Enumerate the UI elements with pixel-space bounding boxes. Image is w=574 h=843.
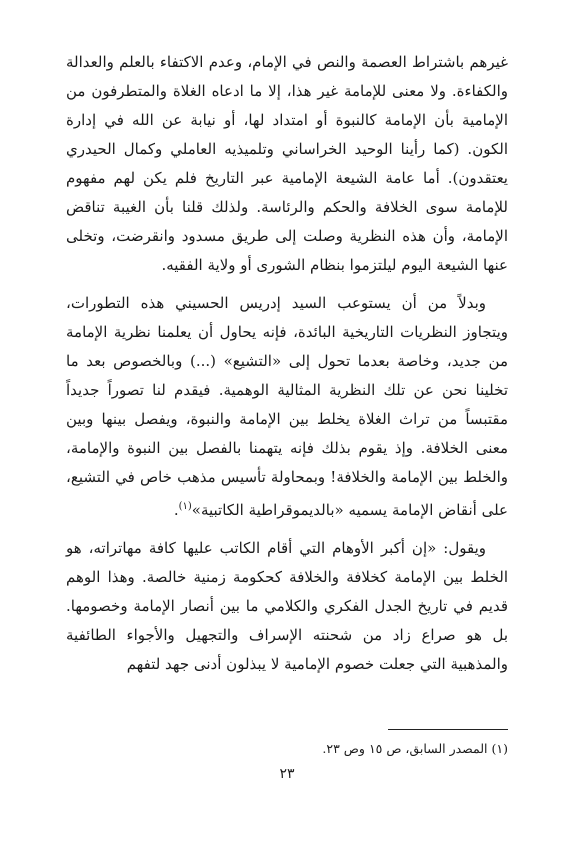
footnote-divider <box>388 729 508 730</box>
paragraph-2: وبدلاً من أن يستوعب السيد إدريس الحسيني هذه التطورات، ويتجاوز النظريات التاريخية البائدة، فإنه يحاول أن يعلمنا نظرية الإمامة من جديد، وخاصة بعدما تحول إلى «التشيع» (...) وبالخصوص بعد ما تخلينا نحن عن تلك النظرية المثالية الوهمية. فيقدم لنا تصوراً جديداً مقتبساً من تراث الغلاة يخلط بين الإمامة والنبوة، ويفصل بينها وبين معنى الخلافة. وإذ يقوم بذلك فإنه يتهمنا بالفصل بين النبوة والإمامة، والخلط بين الإمامة والخلافة! وبمحاولة تأسيس مذهب خاص في التشيع، على أنقاض الإمامة يسميه «بالديموقراطية الكاتبية»$^{(١)}$. <box>66 294 508 519</box>
paragraph-3 <box>66 534 508 679</box>
body-text <box>66 48 508 688</box>
footnote-reference[interactable]: (١) <box>178 501 192 512</box>
paragraph-3-text: ويقول: «إن أكبر الأوهام التي أقام الكاتب عليها كافة مهاتراته، هو الخلط بين الإمامة كخلافة والخلافة كحكومة زمنية خالصة. وهذا الوهم قديم في تاريخ الجدل الفكري والكلامي ما بين أنصار الإمامة وخصومها. بل هو صراع زاد من شحنته الإسراف والتجهيل والأجواء الطائفية والمذهبية التي جعلت خصوم الإمامية لا يبذلون أدنى جهد لتفهم <box>66 539 508 673</box>
page-number: ٢٣ <box>279 766 295 782</box>
paragraph-1-text: غيرهم باشتراط العصمة والنص في الإمام، وعدم الاكتفاء بالعلم والعدالة والكفاءة. ولا معنى للإمامة غير هذا، إلا ما ادعاه الغلاة والمتطرفون من الإمامية بأن الإمامة كالنبوة أو امتداد لها، أو نيابة عن الله في إدارة الكون. (كما رأينا الوحيد الخراساني وتلميذيه العاملي وكمال الحيدري يعتقدون). أما عامة الشيعة الإمامية عبر التاريخ فلم يكن لهم مفهوم للإمامة سوى الخلافة والحكم والرئاسة. ولذلك قلنا بأن الغيبة تناقض الإمامة، وأن هذه النظرية وصلت إلى طريق مسدود وانقرضت، وتخلى عنها الشيعة اليوم ليلتزموا بنظام الشورى أو ولاية الفقيه. <box>66 53 508 274</box>
paragraph-2-text: وبدلاً من أن يستوعب السيد إدريس الحسيني هذه التطورات، ويتجاوز النظريات التاريخية البائدة، فإنه يحاول أن يعلمنا نظرية الإمامة من جديد، وخاصة بعدما تحول إلى «التشيع» (...) وبالخصوص بعد ما تخلينا نحن عن تلك النظرية المثالية الوهمية. فيقدم لنا تصوراً جديداً مقتبساً من تراث الغلاة يخلط بين الإمامة والنبوة، ويفصل بينها وبين معنى الخلافة. وإذ يقوم بذلك فإنه يتهمنا بالفصل بين النبوة والإمامة، والخلط بين الإمامة والخلافة! وبمحاولة تأسيس مذهب خاص في التشيع، على أنقاض الإمامة يسميه «بالديموقراطية الكاتبية» <box>66 294 508 519</box>
footnote: (١) المصدر السابق، ص ١٥ وص ٢٣. <box>322 741 508 756</box>
paragraph-1 <box>66 48 508 280</box>
